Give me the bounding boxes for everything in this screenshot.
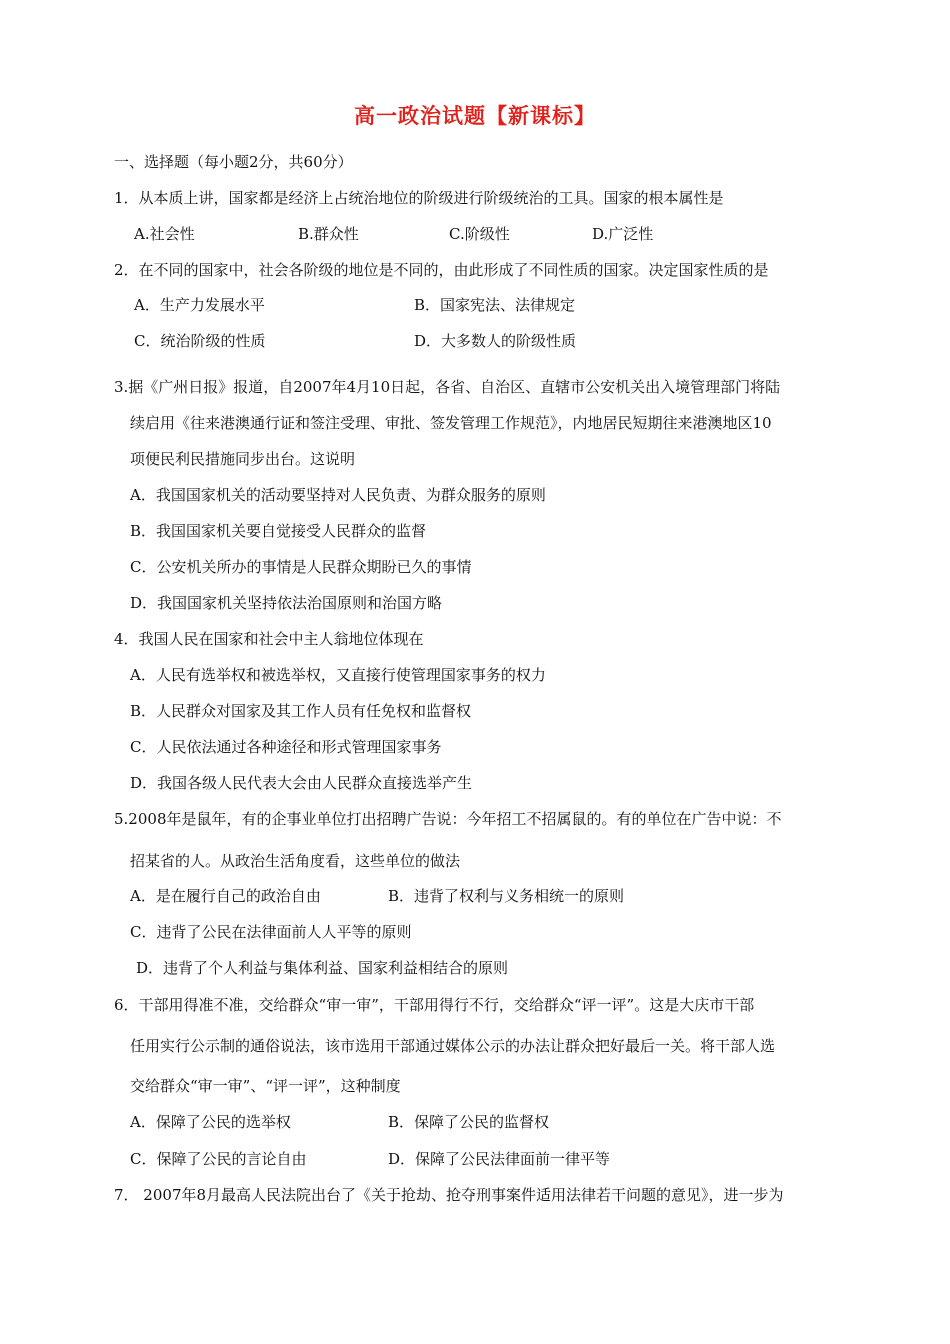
q6-option-b: B．保障了公民的监督权 <box>388 1113 550 1131</box>
q6-option-d: D．保障了公民法律面前一律平等 <box>388 1150 611 1168</box>
q3-option-a: A．我国国家机关的活动要坚持对人民负责、为群众服务的原则 <box>130 486 546 504</box>
q2-option-b: B．国家宪法、法律规定 <box>414 296 576 314</box>
q6-stem-line1: 6．干部用得准不准，交给群众“审一审”，干部用得行不行，交给群众“评一评”。这是大庆市干部 <box>114 996 755 1014</box>
q1-stem: 1．从本质上讲，国家都是经济上占统治地位的阶级进行阶级统治的工具。国家的根本属性是 <box>114 189 724 207</box>
q3-option-d: D．我国国家机关坚持依法治国原则和治国方略 <box>130 594 443 612</box>
q4-option-d: D．我国各级人民代表大会由人民群众直接选举产生 <box>130 774 473 792</box>
q5-option-c: C．违背了公民在法律面前人人平等的原则 <box>130 923 412 941</box>
q3-option-b: B．我国国家机关要自觉接受人民群众的监督 <box>130 522 427 540</box>
q5-option-a: A．是在履行自己的政治自由 <box>130 887 321 905</box>
section-heading: 一、选择题（每小题2分，共60分） <box>114 153 353 171</box>
q1-option-a: A.社会性 <box>134 225 195 243</box>
q6-option-a: A．保障了公民的选举权 <box>130 1113 291 1131</box>
q3-option-c: C．公安机关所办的事情是人民群众期盼已久的事情 <box>130 558 472 576</box>
q3-stem-line3: 项便民利民措施同步出台。这说明 <box>130 450 356 468</box>
q2-option-c: C．统治阶级的性质 <box>134 332 266 350</box>
q4-stem: 4．我国人民在国家和社会中主人翁地位体现在 <box>114 630 424 648</box>
q5-stem-line1: 5.2008年是鼠年，有的企事业单位打出招聘广告说：今年招工不招属鼠的。有的单位在广告中说：不 <box>114 810 782 828</box>
q1-option-b: B.群众性 <box>298 225 359 243</box>
q2-stem: 2．在不同的国家中，社会各阶级的地位是不同的，由此形成了不同性质的国家。决定国家性质的是 <box>114 261 769 279</box>
q6-option-c: C．保障了公民的言论自由 <box>130 1150 307 1168</box>
q5-option-b: B．违背了权利与义务相统一的原则 <box>388 887 625 905</box>
q1-option-d: D.广泛性 <box>592 225 654 243</box>
document-title: 高一政治试题【新课标】 <box>354 103 596 128</box>
q3-stem-line2: 续启用《往来港澳通行证和签注受理、审批、签发管理工作规范》，内地居民短期往来港澳地区10 <box>130 414 772 432</box>
q4-option-b: B．人民群众对国家及其工作人员有任免权和监督权 <box>130 702 472 720</box>
q2-option-a: A．生产力发展水平 <box>134 296 265 314</box>
q4-option-c: C．人民依法通过各种途径和形式管理国家事务 <box>130 738 442 756</box>
q5-stem-line2: 招某省的人。从政治生活角度看，这些单位的做法 <box>130 852 461 870</box>
q7-stem-line1: 7． 2007年8月最高人民法院出台了《关于抢劫、抢夺刑事案件适用法律若干问题的意见》，进一步为 <box>114 1186 784 1204</box>
q3-stem-line1: 3.据《广州日报》报道，自2007年4月10日起，各省、自治区、直辖市公安机关出入境管理部门将陆 <box>114 378 781 396</box>
q2-option-d: D．大多数人的阶级性质 <box>414 332 577 350</box>
q5-option-d: D．违背了个人利益与集体利益、国家利益相结合的原则 <box>136 959 509 977</box>
q6-stem-line2: 任用实行公示制的通俗说法，该市选用干部通过媒体公示的办法让群众把好最后一关。将干部人选 <box>130 1037 776 1055</box>
q4-option-a: A．人民有选举权和被选举权，又直接行使管理国家事务的权力 <box>130 666 546 684</box>
q1-option-c: C.阶级性 <box>449 225 510 243</box>
q6-stem-line3: 交给群众“审一审”、“评一评”，这种制度 <box>130 1077 401 1095</box>
